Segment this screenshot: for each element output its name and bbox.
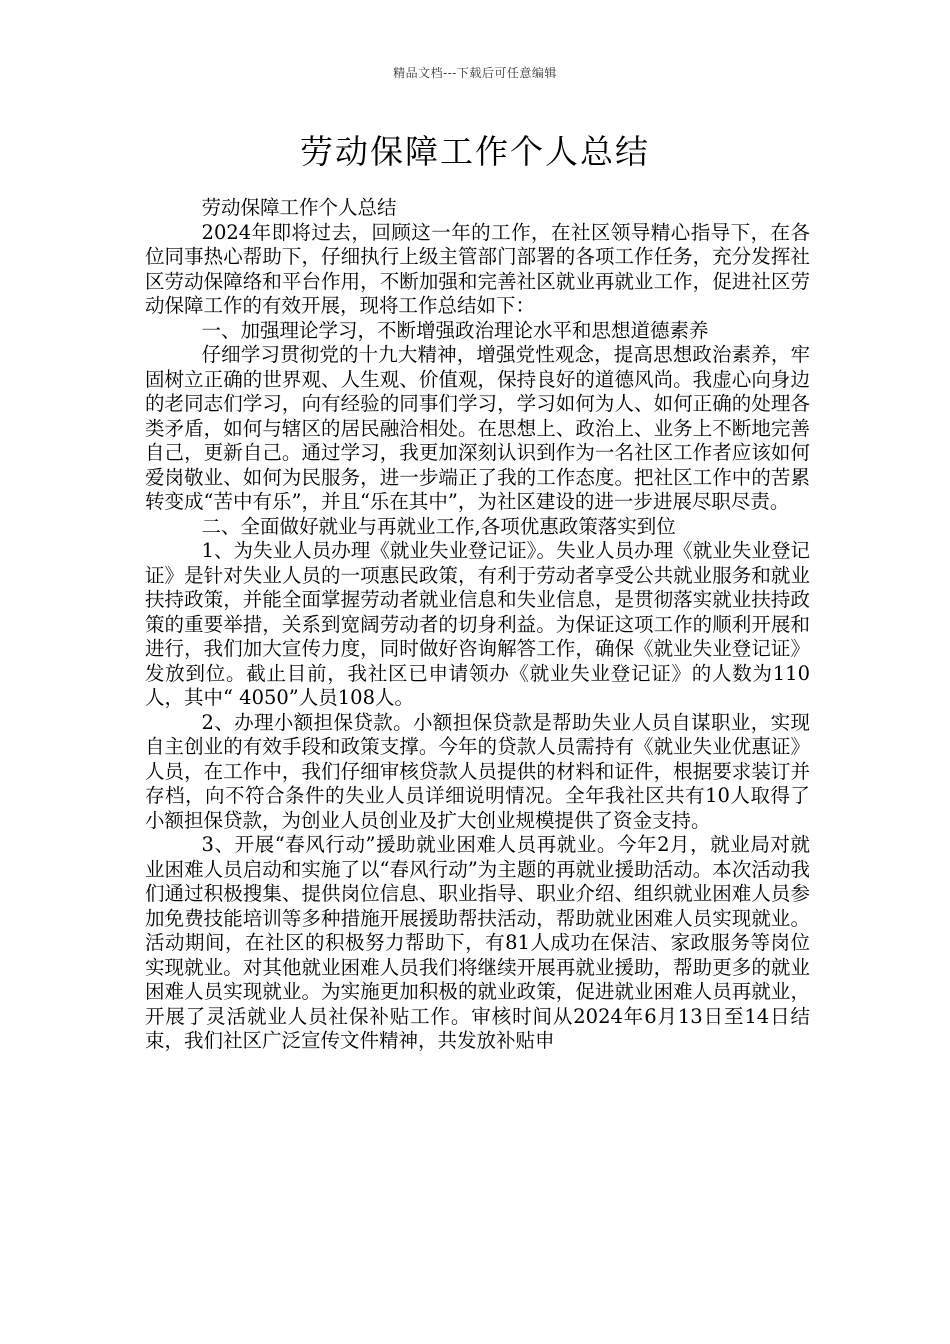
document-title: 劳动保障工作个人总结 bbox=[300, 132, 650, 171]
paragraph-item-1: 1、为失业人员办理《就业失业登记证》。失业人员办理《就业失业登记证》是针对失业人员的一项惠民政策，有利于劳动者享受公共就业服务和就业扶持政策，并能全面掌握劳动者就业信息和失业信息，是贯彻落实就业扶持政策的重要举措，关系到宽阔劳动者的切身利益。为保证这项工作的顺利开展和进行，我们加大宣传力度，同时做好咨询解答工作，确保《就业失业登记证》发放到位。截止目前，我社区已申请领办《就业失业登记证》的人数为110人，其中“ 4050”人员108人。 bbox=[145, 539, 810, 709]
section-heading-1: 一、加强理论学习，不断增强政治理论水平和思想道德素养 bbox=[201, 318, 709, 342]
paragraph-study: 仔细学习贯彻党的十九大精神，增强党性观念，提高思想政治素养，牢固树立正确的世界观、人生观、价值观，保持良好的道德风尚。我虚心向身边的老同志们学习，向有经验的同事们学习，学习如何为人、如何正确的处理各类矛盾，如何与辖区的居民融洽相处。在思想上、政治上、业务上不断地完善自己，更新自己。通过学习，我更加深刻认识到作为一名社区工作者应该如何爱岗敬业、如何为民服务，进一步端正了我的工作态度。把社区工作中的苦累转变成“苦中有乐”，并且“乐在其中”，为社区建设的进一步进展尽职尽责。 bbox=[145, 343, 810, 513]
document-body bbox=[145, 196, 810, 1054]
paragraph-item-2: 2、办理小额担保贷款。小额担保贷款是帮助失业人员自谋职业，实现自主创业的有效手段和政策支撑。今年的贷款人员需持有《就业失业优惠证》人员，在工作中，我们仔细审核贷款人员提供的材料和证件，根据要求装订并存档，向不符合条件的失业人员详细说明情况。全年我社区共有10人取得了小额担保贷款，为创业人员创业及扩大创业规模提供了资金支持。 bbox=[145, 710, 810, 832]
section-heading-2: 二、全面做好就业与再就业工作,各项优惠政策落实到位 bbox=[201, 514, 676, 538]
paragraph-subtitle: 劳动保障工作个人总结 bbox=[201, 196, 397, 219]
paragraph-item-3: 3、开展“春风行动”援助就业困难人员再就业。今年2月，就业局对就业困难人员启动和实施了以“春风行动”为主题的再就业援助活动。本次活动我们通过积极搜集、提供岗位信息、职业指导、职业介绍、组织就业困难人员参加免费技能培训等多种措施开展援助帮扶活动，帮助就业困难人员实现就业。活动期间，在社区的积极努力帮助下，有81人成功在保洁、家政服务等岗位实现就业。对其他就业困难人员我们将继续开展再就业援助，帮助更多的就业困难人员实现就业。为实施更加积极的就业政策，促进就业困难人员再就业，开展了灵活就业人员社保补贴工作。审核时间从2024年6月13日至14日结束，我们社区广泛宣传文件精神，共发放补贴申 bbox=[145, 833, 810, 1052]
paragraph-intro: 2024年即将过去，回顾这一年的工作，在社区领导精心指导下，在各位同事热心帮助下，仔细执行上级主管部门部署的各项工作任务，充分发挥社区劳动保障络和平台作用，不断加强和完善社区就业再就业工作，促进社区劳动保障工作的有效开展，现将工作总结如下： bbox=[145, 220, 810, 317]
header-note: 精品文档---下载后可任意编辑 bbox=[393, 66, 557, 80]
